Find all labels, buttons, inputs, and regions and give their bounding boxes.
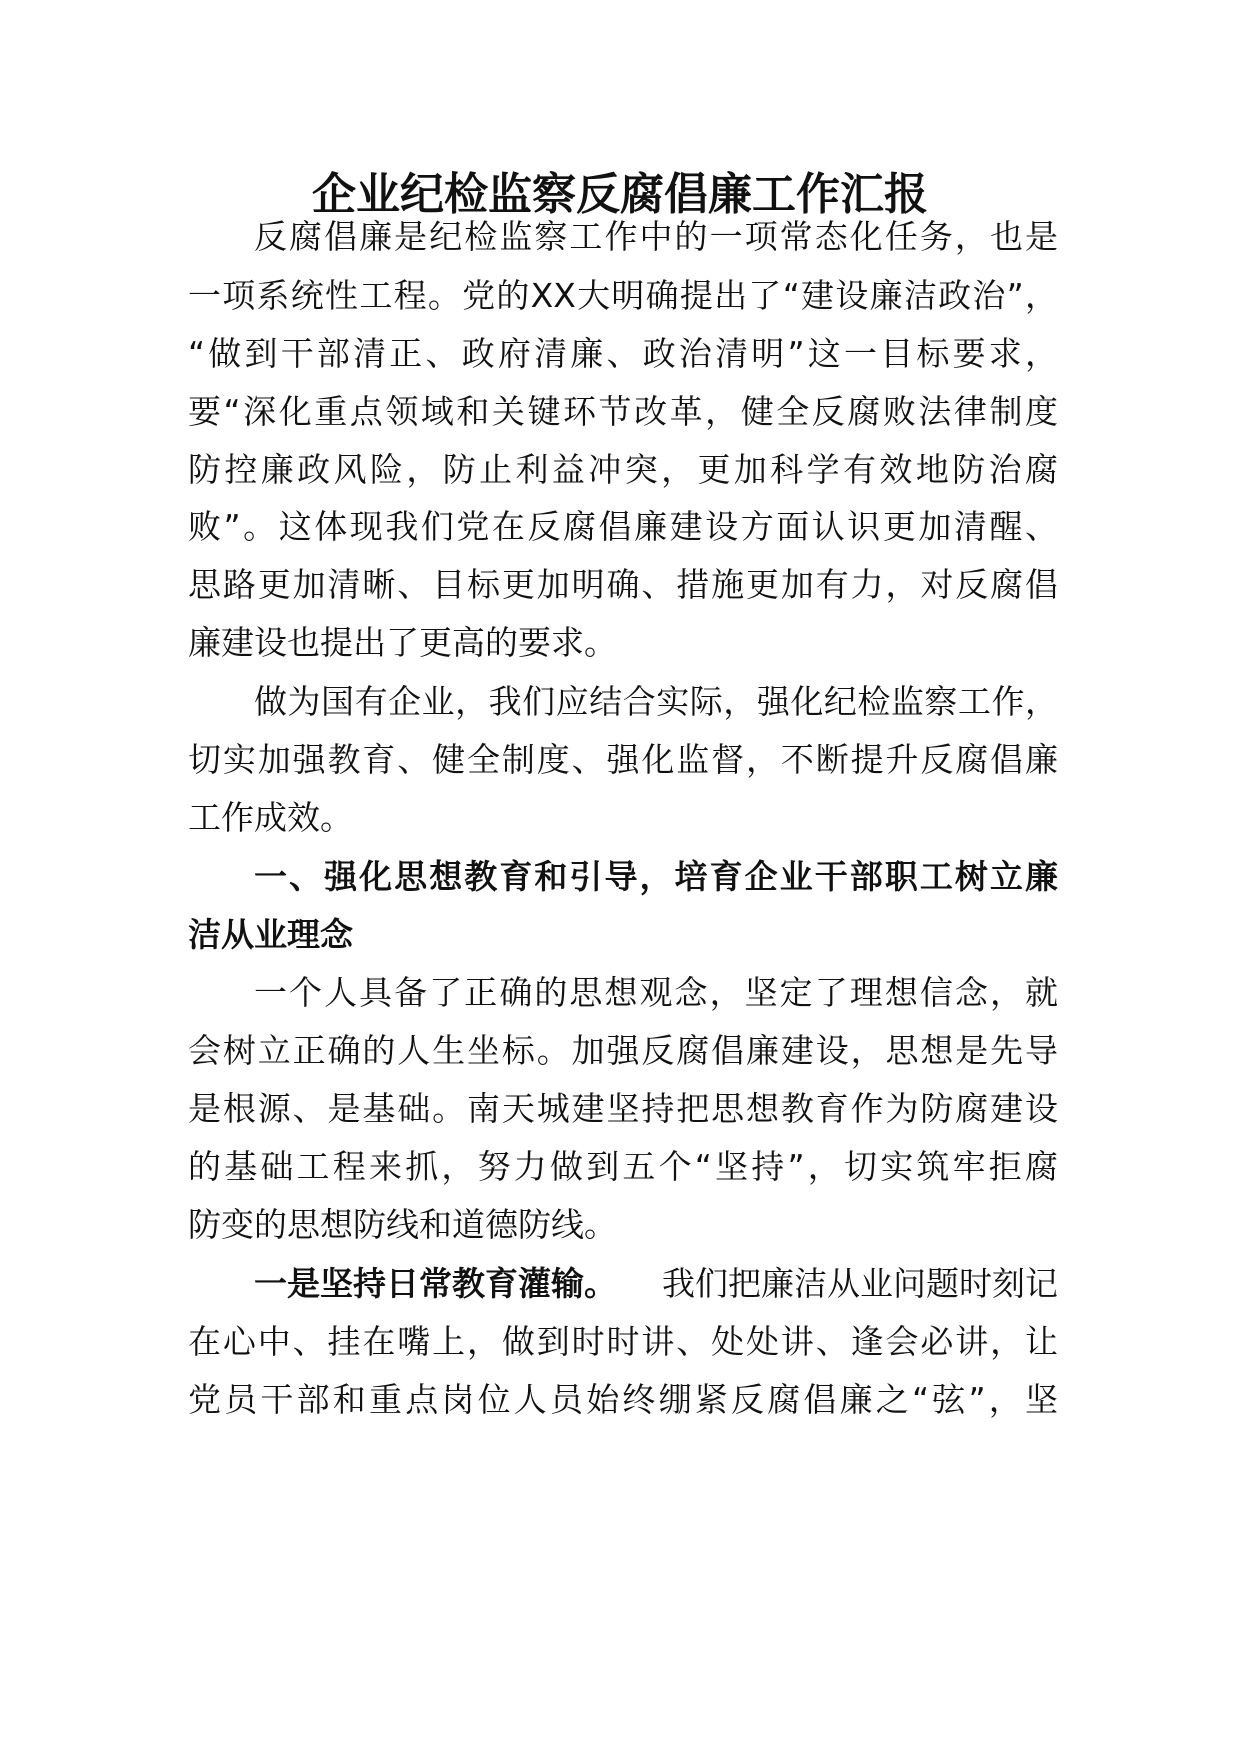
lead-in-continuation: 我们把廉洁从业问题时刻记	[662, 1264, 1058, 1303]
paragraph-line: 切实加强教育、健全制度、强化监督，不断提升反腐倡廉	[188, 740, 1058, 779]
paragraph-line: 败”。这体现我们党在反腐倡廉建设方面认识更加清醒、	[188, 507, 1058, 546]
section-heading-line: 一、强化思想教育和引导，培育企业干部职工树立廉	[254, 857, 1058, 896]
section-heading-line: 洁从业理念	[188, 915, 353, 954]
paragraph-line: 工作成效。	[188, 798, 353, 837]
paragraph-line: 一项系统性工程。党的XX大明确提出了“建设廉洁政治”，	[188, 276, 1058, 315]
paragraph-line	[254, 1252, 1058, 1316]
paragraph-line: 的基础工程来抓，努力做到五个“坚持”，切实筑牢拒腐	[188, 1147, 1058, 1186]
paragraph-line: 要“深化重点领域和关键环节改革，健全反腐败法律制度	[188, 392, 1058, 431]
paragraph-line: 防变的思想防线和道德防线。	[188, 1205, 617, 1244]
document-title: 企业纪检监察反腐倡廉工作汇报	[312, 169, 928, 220]
paragraph-line: 党员干部和重点岗位人员始终绷紧反腐倡廉之“弦”，坚	[188, 1380, 1058, 1419]
paragraph-line: 一个人具备了正确的思想观念，坚定了理想信念，就	[254, 973, 1058, 1012]
paragraph-line: 廉建设也提出了更高的要求。	[188, 623, 617, 662]
paragraph-line: 会树立正确的人生坐标。加强反腐倡廉建设，思想是先导	[188, 1031, 1058, 1070]
paragraph-line: 反腐倡廉是纪检监察工作中的一项常态化任务，也是	[254, 217, 1058, 256]
paragraph-line: 做为国有企业，我们应结合实际，强化纪检监察工作，	[254, 682, 1058, 721]
paragraph-line: “做到干部清正、政府清廉、政治清明”这一目标要求，	[188, 334, 1058, 373]
paragraph-line: 防控廉政风险，防止利益冲突，更加科学有效地防治腐	[188, 450, 1058, 489]
bold-lead-in: 一是坚持日常教育灌输。	[254, 1264, 617, 1303]
paragraph-line: 在心中、挂在嘴上，做到时时讲、处处讲、逢会必讲，让	[188, 1322, 1058, 1361]
paragraph-line: 思路更加清晰、目标更加明确、措施更加有力，对反腐倡	[188, 565, 1058, 604]
paragraph-line: 是根源、是基础。南天城建坚持把思想教育作为防腐建设	[188, 1089, 1058, 1128]
